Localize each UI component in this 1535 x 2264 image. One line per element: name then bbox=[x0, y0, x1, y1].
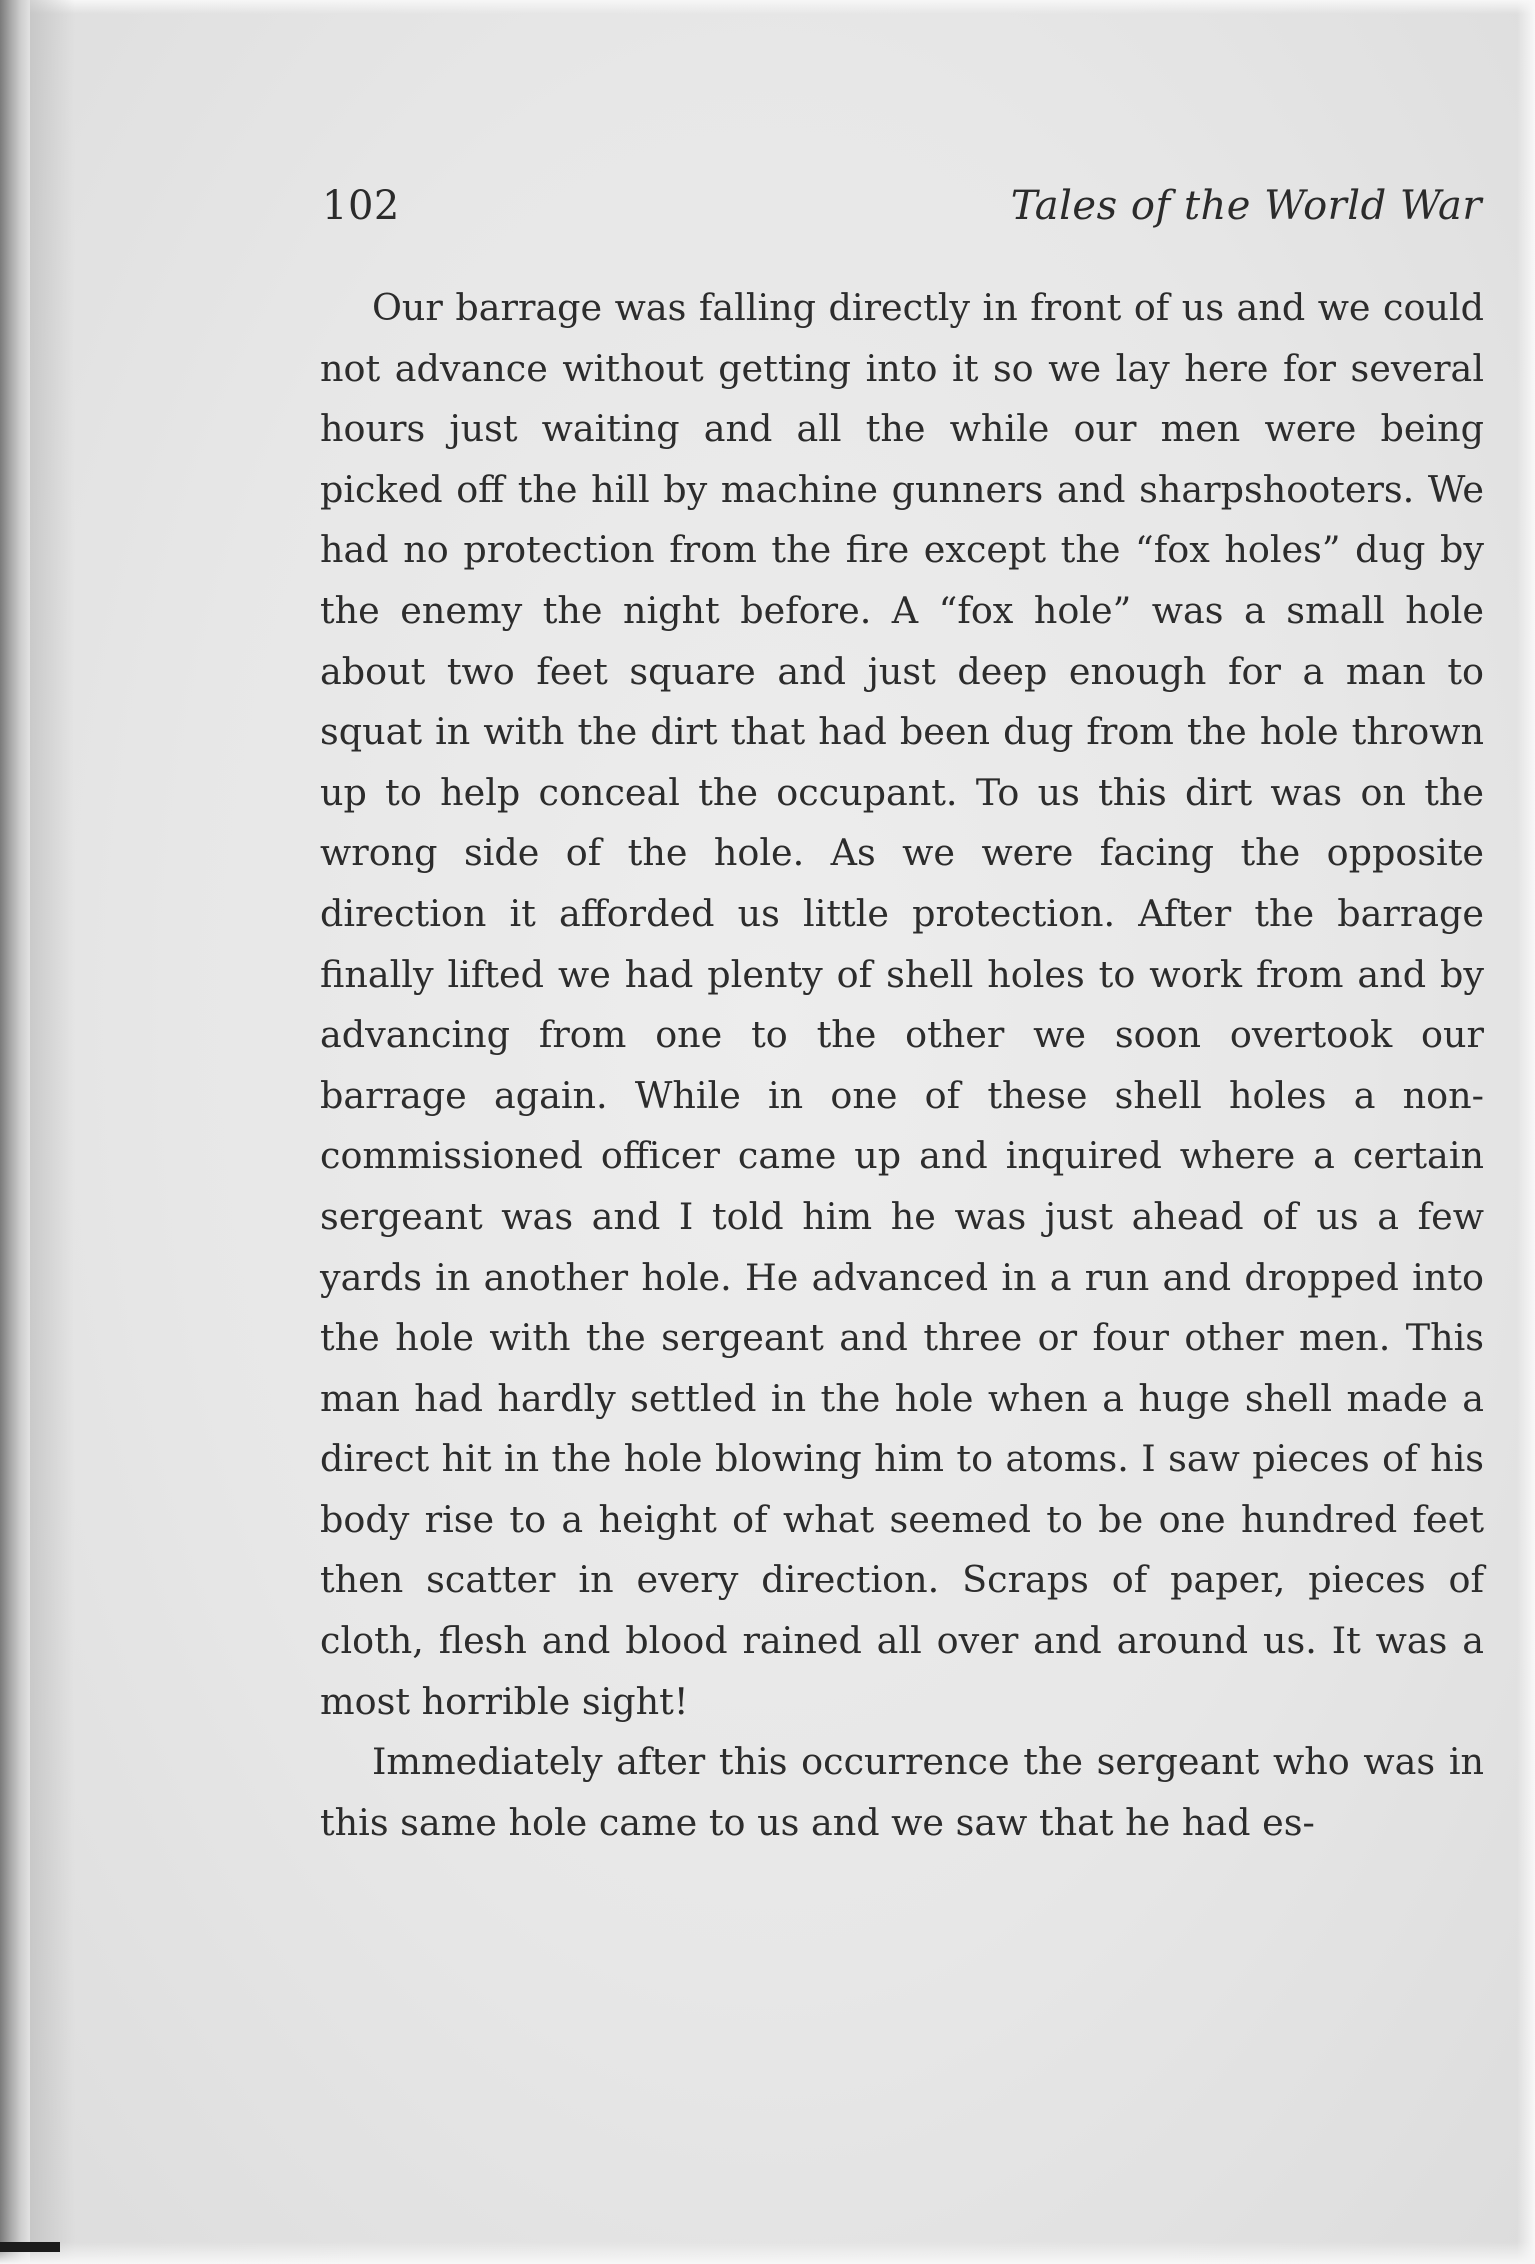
page-right-edge bbox=[1517, 0, 1535, 2264]
page-bottom-edge bbox=[0, 2242, 1535, 2264]
page-top-edge bbox=[0, 0, 1535, 14]
paragraph: Our barrage was falling directly in front of us and we could not advance without getting into it so we lay here for several hours just waiting and all the while our men were being picked off the hill by machine gunners and sharpshooters. We had no protection from the fire except the “fox holes” dug by the enemy the night before. A “fox hole” was a small hole about two feet square and just deep enough for a man to squat in with the dirt that had been dug from the hole thrown up to help conceal the occupant. To us this dirt was on the wrong side of the hole. As we were facing the opposite direction it afforded us little protection. After the barrage finally lifted we had plenty of shell holes to work from and by advancing from one to the other we soon overtook our barrage again. While in one of these shell holes a non-commissioned officer came up and inquired where a certain sergeant was and I told him he was just ahead of us a few yards in another hole. He advanced in a run and dropped into the hole with the sergeant and three or four other men. This man had hardly settled in the hole when a huge shell made a direct hit in the hole blowing him to atoms. I saw pieces of his body rise to a height of what seemed to be one hundred feet then scatter in every direction. Scraps of paper, pieces of cloth, flesh and blood rained all over and around us. It was a most horrible sight! bbox=[320, 286, 1484, 1723]
running-title: Tales of the World War bbox=[1010, 183, 1482, 229]
page-header bbox=[322, 178, 1482, 238]
paragraph: Immediately after this occurrence the sergeant who was in this same hole came to us and we saw that he had es- bbox=[320, 1740, 1484, 1844]
book-binding-edge bbox=[0, 0, 30, 2264]
body-text bbox=[320, 278, 1484, 1853]
binding-shadow bbox=[30, 0, 75, 2264]
scan-corner-mark bbox=[0, 2242, 60, 2252]
page-number: 102 bbox=[322, 183, 400, 229]
